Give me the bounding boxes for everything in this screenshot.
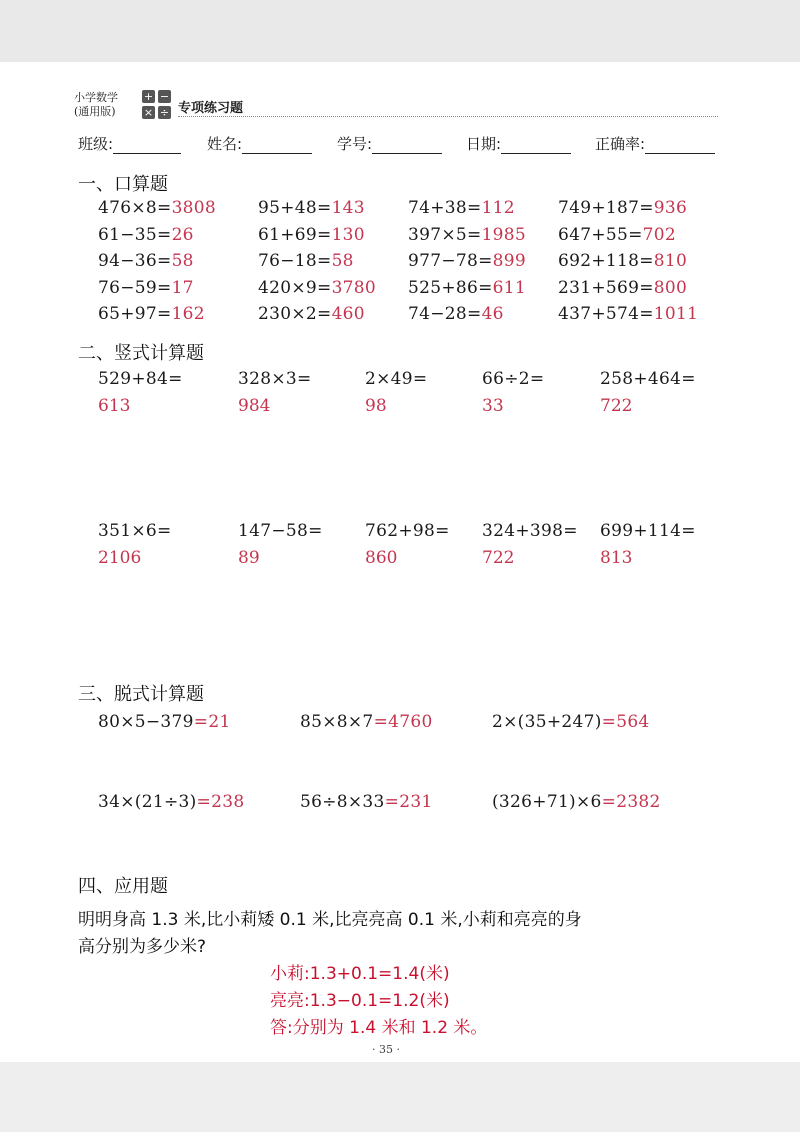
class-blank[interactable] [113,137,181,154]
date-field[interactable] [466,133,571,154]
oral-item: 76−59=17 [98,278,194,298]
vertical-answer: 98 [365,396,387,416]
oral-item: 94−36=58 [98,251,194,271]
bottom-gray-band [0,1062,800,1132]
brand-line-2: (通用版) [74,105,116,118]
student-id-blank[interactable] [372,137,442,154]
vertical-problem: 351×6= [98,521,172,541]
word-problem-line-1: 明明身高 1.3 米,比小莉矮 0.1 米,比亮亮高 0.1 米,小莉和亮亮的身 [78,910,582,930]
step-item: 2×(35+247)=564 [492,712,650,732]
oral-item: 977−78=899 [408,251,527,271]
minus-icon: − [159,90,170,103]
oral-item: 420×9=3780 [258,278,377,298]
oral-item: 437+574=1011 [558,304,699,324]
date-blank[interactable] [501,137,571,154]
vertical-problem: 699+114= [600,521,696,541]
class-field[interactable] [78,133,181,154]
name-label: 姓名: [207,135,243,153]
vertical-answer: 984 [238,396,271,416]
name-blank[interactable] [242,137,312,154]
vertical-answer: 613 [98,396,131,416]
student-id-label: 学号: [337,135,373,153]
vertical-problem: 529+84= [98,369,183,389]
page-number: · 35 · [372,1043,400,1056]
oral-item: 61+69=130 [258,225,365,245]
oral-item: 397×5=1985 [408,225,527,245]
step-item: 56÷8×33=231 [300,792,433,812]
plus-icon: + [143,90,154,103]
vertical-problem: 258+464= [600,369,696,389]
date-label: 日期: [466,135,502,153]
student-id-field[interactable] [337,133,442,154]
oral-item: 76−18=58 [258,251,354,271]
name-field[interactable] [207,133,312,154]
oral-item: 230×2=460 [258,304,365,324]
oral-item: 61−35=26 [98,225,194,245]
oral-item: 647+55=702 [558,225,677,245]
vertical-problem: 328×3= [238,369,312,389]
oral-item: 692+118=810 [558,251,688,271]
section-title-step: 三、脱式计算题 [78,684,204,705]
accuracy-label: 正确率: [595,135,646,153]
arithmetic-ops-icon [142,90,172,120]
vertical-problem: 2×49= [365,369,428,389]
step-item: (326+71)×6=2382 [492,792,661,812]
section-title-vertical: 二、竖式计算题 [78,343,204,364]
oral-item: 476×8=3808 [98,198,217,218]
vertical-answer: 860 [365,548,398,568]
word-problem-line-2: 高分别为多少米? [78,937,207,957]
solution-line-1: 小莉:1.3+0.1=1.4(米) [270,964,450,984]
top-gray-band [0,0,800,62]
vertical-problem: 324+398= [482,521,578,541]
oral-item: 74−28=46 [408,304,504,324]
accuracy-field[interactable] [595,133,715,154]
accuracy-blank[interactable] [645,137,715,154]
step-item: 80×5−379=21 [98,712,231,732]
brand-label [74,91,118,119]
vertical-answer: 722 [482,548,515,568]
oral-item: 95+48=143 [258,198,365,218]
vertical-answer: 722 [600,396,633,416]
vertical-problem: 66÷2= [482,369,545,389]
vertical-problem: 762+98= [365,521,450,541]
oral-item: 749+187=936 [558,198,688,218]
solution-line-2: 亮亮:1.3−0.1=1.2(米) [270,991,450,1011]
step-item: 34×(21÷3)=238 [98,792,245,812]
brand-line-1: 小学数学 [74,91,118,104]
header-divider [178,116,718,117]
oral-item: 74+38=112 [408,198,515,218]
vertical-problem: 147−58= [238,521,323,541]
times-icon: × [143,106,154,119]
vertical-answer: 2106 [98,548,142,568]
section-title-word-problem: 四、应用题 [78,876,168,897]
oral-item: 65+97=162 [98,304,205,324]
oral-item: 525+86=611 [408,278,527,298]
section-title-oral: 一、口算题 [78,174,168,195]
class-label: 班级: [78,135,114,153]
vertical-answer: 813 [600,548,633,568]
solution-line-3: 答:分别为 1.4 米和 1.2 米。 [270,1018,488,1038]
divide-icon: ÷ [159,106,170,119]
vertical-answer: 89 [238,548,260,568]
vertical-answer: 33 [482,396,504,416]
oral-item: 231+569=800 [558,278,688,298]
series-title: 专项练习题 [178,101,244,116]
step-item: 85×8×7=4760 [300,712,433,732]
